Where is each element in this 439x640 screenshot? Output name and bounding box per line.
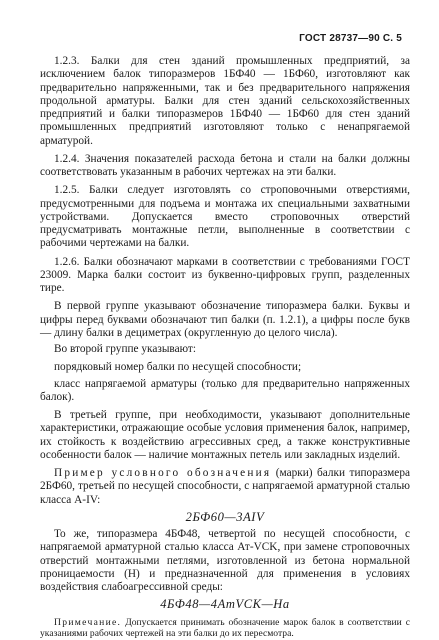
formula-example-2: 4БФ48—4AтVCK—На	[160, 597, 290, 612]
paragraph-third-group: В третьей группе, при необходимости, указывают дополнительные характеристики, отражающие особые условия применения балок, например, их стойкость к воздействию агрессивных сред, а также конструктивные особенности балок — наличие монтажных петель или закладных изделий.	[40, 409, 410, 461]
paragraph-example-2: То же, типоразмера 4БФ48, четвертой по несущей способности, с напрягаемой арматурной сталью класса Ат-VCK, при замене строповочных отверстий монтажными петлями, изготовленной из бетона нормальной проницаемости (Н) и предназначенной для применения в условиях воздействия слабоагрессивной среды:	[40, 528, 410, 593]
page-header: ГОСТ 28737—90 С. 5	[299, 33, 402, 44]
document-body	[40, 55, 410, 640]
note	[40, 617, 410, 640]
formula-example-1: 2БФ60—3AIV	[185, 509, 265, 524]
paragraph-serial-number: порядковый номер балки по несущей способности;	[54, 361, 302, 374]
paragraph-second-group: Во второй группе указывают:	[54, 343, 196, 355]
paragraph-example	[40, 467, 410, 507]
paragraph-1-2-3: 1.2.3. Балки для стен зданий промышленных предприятий, за исключением балок типоразмеров 1БФ40 — 1БФ60, изготовляют как предварительно напряженными, так и без предварительного напряжения продольной арматуры. Балки для стен зданий сельскохозяйственных предприятий и балки типоразмеров 1БФ40 — 1БФ60 для стен зданий промышленных предприятий изготовляют только с ненапрягаемой арматурой.	[40, 55, 410, 147]
paragraph-1-2-6: 1.2.6. Балки обозначают марками в соответствии с требованиями ГОСТ 23009. Марка балки состоит из буквенно-цифровых групп, разделенных тире.	[40, 255, 410, 294]
paragraph-1-2-5: 1.2.5. Балки следует изготовлять со строповочными отверстиями, предусмотренными для подъема и монтажа их специальными захватными устройствами. Допускается вместо строповочных отверстий предусматривать монтажные петли, выполненные в соответствии с рабочими чертежами на балки.	[40, 184, 410, 250]
paragraph-1-2-4: 1.2.4. Значения показателей расхода бетона и стали на балки должны соответствовать указанным в рабочих чертежах на эти балки.	[40, 152, 410, 178]
paragraph-reinforcement-class: класс напрягаемой арматуры (только для предварительно напряженных балок).	[40, 377, 410, 403]
example-lead: Пример условного обозначения	[54, 467, 272, 479]
example-text: (марки) балки типоразмера 2БФ60, третьей по несущей способности, с напрягаемой арматурной сталью класса A-IV:	[40, 467, 410, 506]
paragraph-first-group: В первой группе указывают обозначение типоразмера балки. Буквы и цифры перед буквами обозначают тип балки (п. 1.2.1), а цифры после букв — длину балки в дециметрах (округленную до целого числа).	[40, 300, 410, 339]
note-text: Допускается принимать обозначение марок балок в соответствии с указаниями рабочих чертежей на эти балки до их пересмотра.	[40, 616, 410, 639]
note-label: Примечание.	[54, 616, 122, 628]
